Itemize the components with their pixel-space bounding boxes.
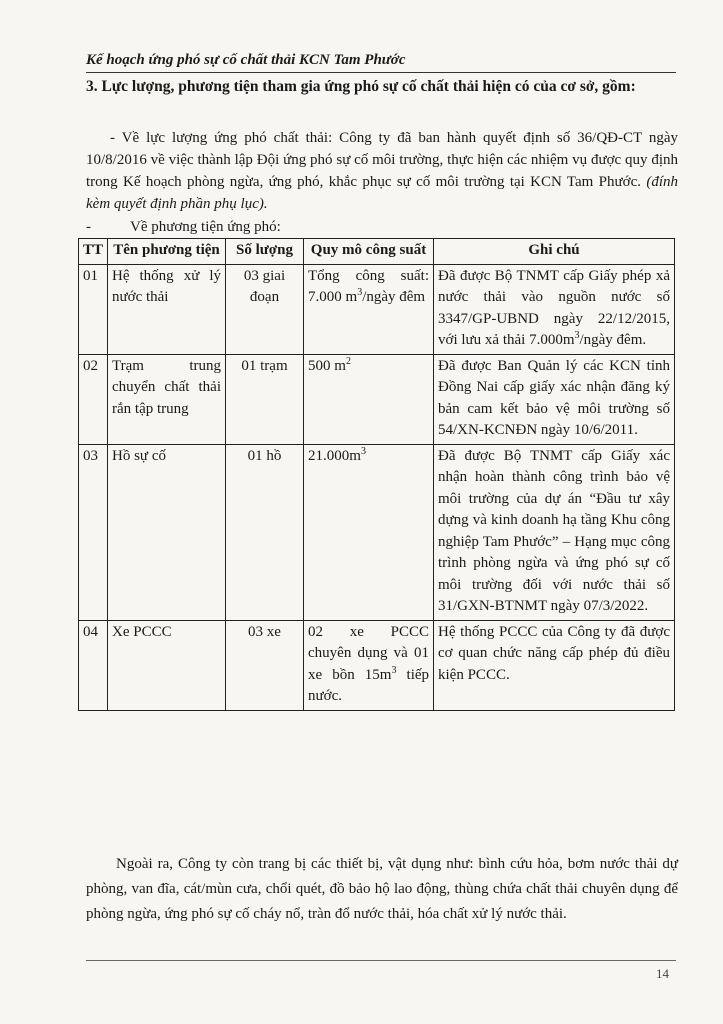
header-scale: Quy mô công suất (304, 239, 434, 265)
row-quantity: 03 xe (226, 620, 304, 710)
scale-superscript: 2 (345, 355, 351, 367)
table-row (79, 444, 675, 620)
row-scale (304, 354, 434, 444)
row-name: Xe PCCC (108, 620, 226, 710)
row-quantity: 01 trạm (226, 354, 304, 444)
row-note (434, 444, 675, 620)
row-tt: 03 (79, 444, 108, 620)
table-row (79, 264, 675, 354)
force-paragraph-note: (đính kèm quyết định phần phụ lục). (86, 174, 679, 212)
note-text: Đã được Bộ TNMT cấp Giấy xác nhận hoàn thành công trình bảo vệ môi trường của dự án “Đầu tư xây dựng và kinh doanh hạ tầng Khu công nghiệp Tam Phước” – Hạng mục công trình phòng ngừa và ứng phó sự cố môi trường đối với nước thải số 31/GXN-BTNMT ngày 07/3/2022. (438, 447, 670, 614)
page-number: 14 (656, 966, 669, 981)
scale-text-end: tiếp nước. (308, 666, 430, 704)
footer-divider (86, 960, 676, 961)
row-quantity: 01 hồ (226, 444, 304, 620)
note-superscript: 3 (574, 330, 580, 341)
row-note (434, 620, 675, 710)
scale-text: 500 m (308, 357, 346, 374)
force-paragraph-text: - Về lực lượng ứng phó chất thải: Công ty đã ban hành quyết định số 36/QĐ-CT ngày 10/8/2016 về việc thành lập Đội ứng phó sự cố môi trường, thực hiện các nhiệm vụ được quy định trong Kế hoạch phòng ngừa, ứng phó, khắc phục sự cố môi trường tại KCN Tam Phước. (86, 130, 678, 190)
scale-superscript: 3 (391, 664, 397, 676)
row-note (434, 264, 675, 354)
row-tt: 01 (79, 264, 108, 354)
row-name: Trạm trung chuyển chất thải rắn tập trung (108, 354, 226, 444)
scale-superscript: 3 (360, 445, 366, 457)
header-name: Tên phương tiện (108, 239, 226, 265)
closing-paragraph: Ngoài ra, Công ty còn trang bị các thiết bị, vật dụng như: bình cứu hỏa, bơm nước thải dự phòng, van đĩa, cát/mùn cưa, chổi quét, đồ bảo hộ lao động, thùng chứa chất thải chuyên dụng để phòng ngừa, ứng phó sự cố cháy nổ, tràn đổ nước thải, hóa chất xử lý nước thải. (86, 856, 678, 922)
row-tt: 04 (79, 620, 108, 710)
table-row (79, 620, 675, 710)
section-title: 3. Lực lượng, phương tiện tham gia ứng phó sự cố chất thải hiện có của cơ sở, gồm: (86, 78, 636, 95)
force-paragraph (86, 127, 678, 215)
table-row (79, 354, 675, 444)
row-scale (304, 444, 434, 620)
scale-text-end: /ngày đêm (362, 289, 426, 305)
note-text: Đã được Ban Quản lý các KCN tỉnh Đồng Nai cấp giấy xác nhận đăng ký bản cam kết bảo vệ môi trường số 54/XN-KCNĐN ngày 10/6/2011. (438, 357, 670, 438)
scale-superscript: 3 (357, 287, 363, 298)
header-note: Ghi chú (434, 239, 675, 265)
row-name: Hồ sự cố (108, 444, 226, 620)
equipment-intro-dash: - (86, 219, 91, 235)
document-header: Kế hoạch ứng phó sự cố chất thải KCN Tam Phước (86, 52, 406, 68)
row-quantity: 03 giai đoạn (226, 264, 304, 354)
equipment-intro-text: Về phương tiện ứng phó: (130, 219, 281, 235)
scale-text: Tổng công suất: 7.000 m (308, 267, 430, 305)
header-tt: TT (79, 239, 108, 265)
equipment-table (78, 238, 675, 711)
header-divider (86, 72, 676, 73)
row-tt: 02 (79, 354, 108, 444)
table-header-row (79, 239, 675, 265)
note-text: Đã được Bộ TNMT cấp Giấy phép xả nước thải vào nguồn nước số 3347/GP-UBND ngày 22/12/2015, với lưu xả thải 7.000m (438, 267, 670, 348)
row-scale (304, 620, 434, 710)
row-name: Hệ thống xử lý nước thải (108, 264, 226, 354)
note-text-end: /ngày đêm. (579, 332, 647, 348)
note-text: Hệ thống PCCC của Công ty đã được cơ quan chức năng cấp phép đủ điều kiện PCCC. (438, 623, 670, 683)
row-note (434, 354, 675, 444)
header-quantity: Số lượng (226, 239, 304, 265)
row-scale (304, 264, 434, 354)
scale-text: 21.000m (308, 447, 361, 464)
scale-text: 02 xe PCCC chuyên dụng và 01 xe bồn 15m (308, 623, 430, 683)
equipment-intro (86, 216, 678, 238)
